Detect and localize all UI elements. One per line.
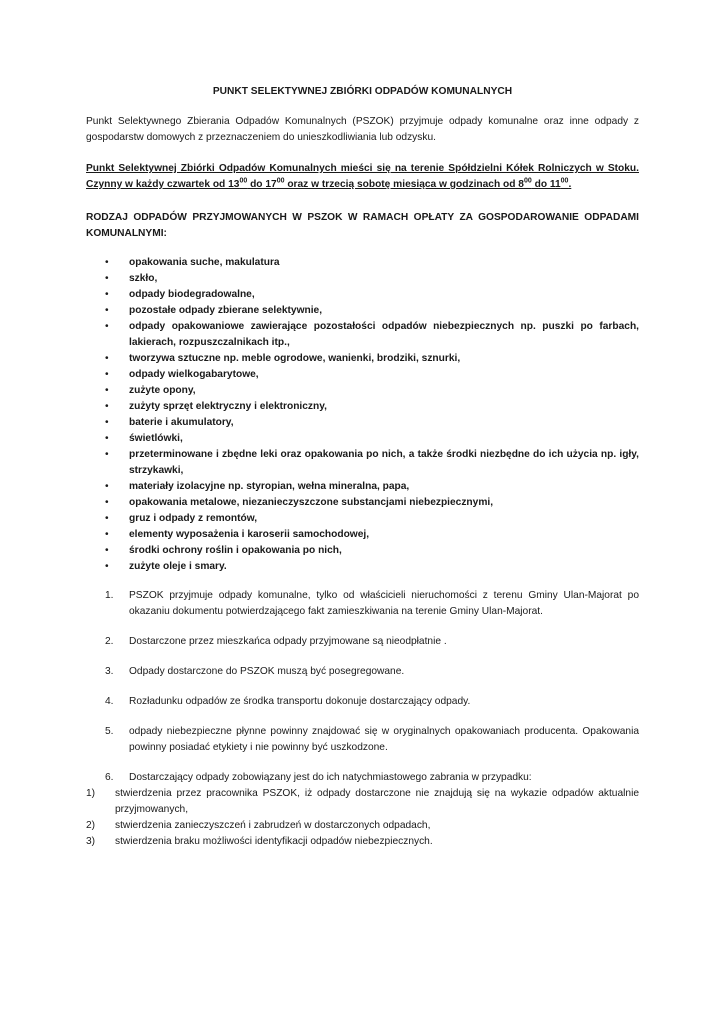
sub-rules-list — [86, 786, 639, 850]
intro-paragraph: Punkt Selektywnego Zbierania Odpadów Komunalnych (PSZOK) przyjmuje odpady komunalne oraz inne odpady z gospodarstw domowych z przeznaczeniem do unieszkodliwiania lub odzysku. — [86, 116, 639, 143]
accepted-waste-heading: RODZAJ ODPADÓW PRZYJMOWANYCH W PSZOK W RAMACH OPŁATY ZA GOSPODAROWANIE ODPADAMI KOMUNALNYMI: — [86, 212, 639, 239]
bullet-icon: • — [105, 417, 109, 428]
bullet-icon: • — [105, 513, 109, 524]
waste-list-item — [86, 287, 639, 303]
rule-text: odpady niebezpieczne płynne powinny znajdować się w oryginalnych opakowaniach producenta. Opakowania powinny posiadać etykiety i nie powinny być uszkodzone. — [129, 726, 639, 753]
bullet-icon: • — [105, 305, 109, 316]
bullet-icon: • — [105, 529, 109, 540]
waste-item-text: pozostałe odpady zbierane selektywnie, — [129, 305, 323, 316]
waste-list-item — [86, 319, 639, 351]
bullet-icon: • — [105, 433, 109, 444]
waste-list-item — [86, 415, 639, 431]
waste-list-item — [86, 495, 639, 511]
rule-number: 3. — [105, 666, 114, 677]
bullet-icon: • — [105, 353, 109, 364]
bullet-icon: • — [105, 401, 109, 412]
document-page — [86, 84, 639, 850]
hours-sup-2: 00 — [276, 177, 285, 185]
rule-text: Dostarczający odpady zobowiązany jest do ich natychmiastowego zabrania w przypadku: — [129, 772, 532, 783]
sub-rule-item — [86, 834, 639, 850]
waste-item-text: środki ochrony roślin i opakowania po nich, — [129, 545, 342, 556]
waste-item-text: baterie i akumulatory, — [129, 417, 234, 428]
rule-text: Dostarczone przez mieszkańca odpady przyjmowane są nieodpłatnie . — [129, 636, 447, 647]
waste-item-text: świetlówki, — [129, 433, 183, 444]
waste-list-item — [86, 511, 639, 527]
bullet-icon: • — [105, 385, 109, 396]
sub-rule-number: 2) — [86, 820, 96, 831]
rule-number: 2. — [105, 636, 114, 647]
bullet-icon: • — [105, 273, 109, 284]
waste-list-item — [86, 351, 639, 367]
bullet-icon: • — [105, 321, 109, 332]
hours-sup-4: 00 — [560, 177, 569, 185]
waste-item-text: opakowania suche, makulatura — [129, 257, 280, 268]
waste-list-item — [86, 447, 639, 479]
waste-item-text: przeterminowane i zbędne leki oraz opakowania po nich, a także środki niezbędne do ich użycia np. igły, strzykawki, — [129, 449, 639, 476]
rule-number: 6. — [105, 772, 114, 783]
bullet-icon: • — [105, 561, 109, 572]
waste-item-text: zużyte opony, — [129, 385, 196, 396]
waste-item-text: odpady wielkogabarytowe, — [129, 369, 259, 380]
waste-item-text: szkło, — [129, 273, 158, 284]
bullet-icon: • — [105, 449, 109, 460]
hours-text-5: . — [568, 179, 572, 190]
rule-item — [86, 664, 639, 680]
sub-rule-item — [86, 818, 639, 834]
rule-item — [86, 588, 639, 620]
waste-list-item — [86, 543, 639, 559]
waste-list-item — [86, 367, 639, 383]
waste-list-item — [86, 479, 639, 495]
waste-item-text: odpady biodegradowalne, — [129, 289, 255, 300]
waste-item-text: zużyte oleje i smary. — [129, 561, 227, 572]
waste-item-text: materiały izolacyjne np. styropian, wełna mineralna, papa, — [129, 481, 410, 492]
hours-text-4: do 11 — [531, 179, 561, 190]
rule-text: Odpady dostarczone do PSZOK muszą być posegregowane. — [129, 666, 405, 677]
sub-rule-item — [86, 786, 639, 818]
document-title: PUNKT SELEKTYWNEJ ZBIÓRKI ODPADÓW KOMUNALNYCH — [212, 86, 513, 97]
rule-item — [86, 694, 639, 710]
waste-list-item — [86, 431, 639, 447]
waste-item-text: gruz i odpady z remontów, — [129, 513, 258, 524]
waste-list-item — [86, 255, 639, 271]
sub-rule-number: 3) — [86, 836, 96, 847]
bullet-icon: • — [105, 481, 109, 492]
bullet-icon: • — [105, 497, 109, 508]
sub-rule-text: stwierdzenia zanieczyszczeń i zabrudzeń w dostarczonych odpadach, — [115, 820, 431, 831]
rule-item — [86, 770, 639, 786]
hours-sup-3: 00 — [523, 177, 532, 185]
rule-text: PSZOK przyjmuje odpady komunalne, tylko od właścicieli nieruchomości z terenu Gminy Ulan-Majorat po okazaniu dokumentu potwierdzającego fakt zamieszkiwania na terenie Gminy Ulan-Majorat. — [129, 590, 639, 617]
waste-list-item — [86, 271, 639, 287]
waste-list-item — [86, 303, 639, 319]
bullet-icon: • — [105, 257, 109, 268]
sub-rule-number: 1) — [86, 788, 96, 799]
rule-text: Rozładunku odpadów ze środka transportu dokonuje dostarczający odpady. — [129, 696, 471, 707]
sub-rule-text: stwierdzenia braku możliwości identyfikacji odpadów niebezpiecznych. — [115, 836, 433, 847]
hours-sup-1: 00 — [239, 177, 248, 185]
bullet-icon: • — [105, 289, 109, 300]
waste-item-text: zużyty sprzęt elektryczny i elektroniczny, — [129, 401, 327, 412]
waste-item-text: tworzywa sztuczne np. meble ogrodowe, wanienki, brodziki, sznurki, — [129, 353, 461, 364]
hours-text-1: Punkt Selektywnej Zbiórki Odpadów Komunalnych mieści się na terenie Spółdzielni Kółek Rolniczych w Stoku. Czynny w każdy czwartek od 13 — [86, 163, 639, 190]
waste-list-item — [86, 399, 639, 415]
rule-number: 4. — [105, 696, 114, 707]
sub-rule-text: stwierdzenia przez pracownika PSZOK, iż odpady dostarczone nie znajdują się na wykazie odpadów aktualnie przyjmowanych, — [115, 788, 639, 815]
rule-number: 1. — [105, 590, 114, 601]
bullet-icon: • — [105, 369, 109, 380]
opening-hours-paragraph — [86, 161, 639, 193]
waste-item-text: elementy wyposażenia i karoserii samochodowej, — [129, 529, 370, 540]
waste-item-text: odpady opakowaniowe zawierające pozostałości odpadów niebezpiecznych np. puszki po farbach, lakierach, rozpuszczalnikach itp., — [129, 321, 639, 348]
rule-number: 5. — [105, 726, 114, 737]
hours-text-2: do 17 — [247, 179, 277, 190]
waste-item-text: opakowania metalowe, niezanieczyszczone substancjami niebezpiecznymi, — [129, 497, 494, 508]
rules-list — [86, 588, 639, 786]
accepted-waste-list — [86, 255, 639, 575]
rule-item — [86, 634, 639, 650]
waste-list-item — [86, 383, 639, 399]
waste-list-item — [86, 559, 639, 575]
waste-list-item — [86, 527, 639, 543]
hours-text-3: oraz w trzecią sobotę miesiąca w godzinach od 8 — [284, 179, 524, 190]
rule-item — [86, 724, 639, 756]
bullet-icon: • — [105, 545, 109, 556]
